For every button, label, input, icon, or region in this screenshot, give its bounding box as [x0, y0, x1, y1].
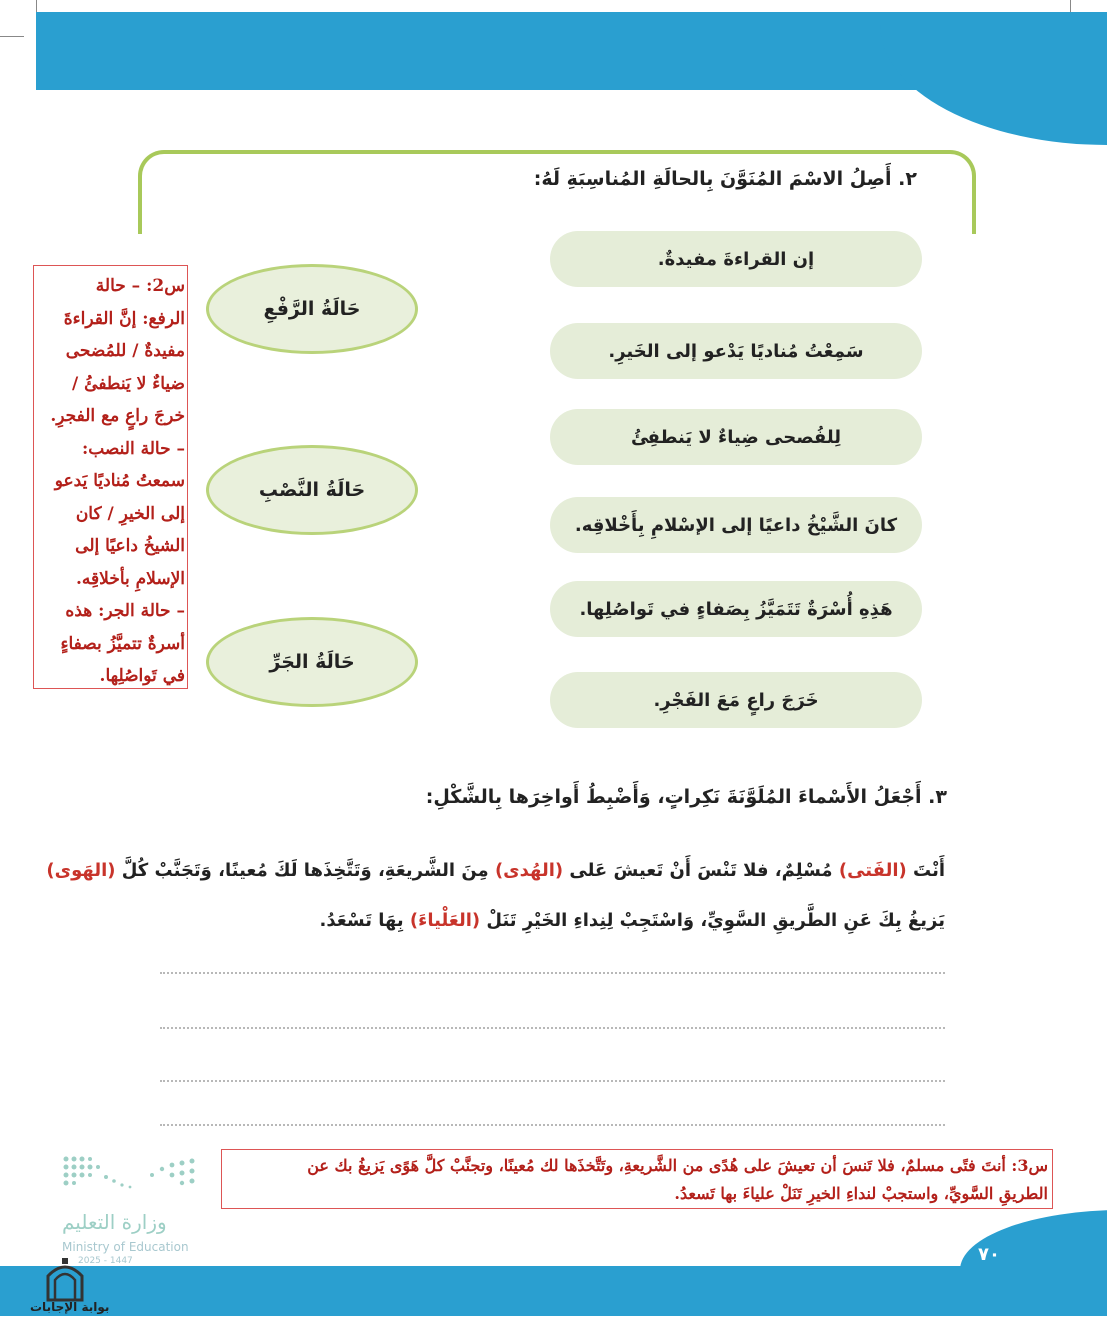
exercise-line-2	[150, 910, 945, 931]
answer-line: إلى الخيرِ / كان	[75, 503, 185, 524]
answer-line: مفيدةٌ / للمُضحى	[65, 341, 185, 361]
answer-line: – حالة النصب:	[81, 438, 185, 459]
case-nominative[interactable]: حَالَةُ الرَّفْعِ	[206, 264, 418, 354]
ministry-name-english: Ministry of Education	[62, 1240, 189, 1254]
crop-mark	[36, 0, 37, 12]
answer-line: الرفع: إنَّ القراءةَ	[63, 308, 185, 329]
answer-line-blank[interactable]	[160, 1080, 945, 1082]
answer-2-box	[33, 265, 188, 689]
case-genitive[interactable]: حَالَةُ الجَرِّ	[206, 617, 418, 707]
crop-mark	[1070, 0, 1071, 12]
page-footer-band	[0, 1266, 1107, 1316]
colored-noun: (الهَوى)	[46, 860, 116, 881]
answer-line: – حالة الجر: هذه	[65, 601, 185, 621]
answer-line: أسرةٌ تتميَّزُ بصفاءٍ	[60, 633, 185, 654]
site-name[interactable]: بوابة الإجابات	[30, 1300, 110, 1314]
colored-noun: (الفَتى)	[838, 860, 907, 881]
site-logo-icon[interactable]	[44, 1256, 86, 1302]
sentence-card[interactable]: سَمِعْتُ مُناديًا يَدْعو إلى الخَيرِ.	[550, 323, 922, 379]
text-run: مِنَ الشَّريعَةِ، وَتَتَّخِذَها لَكَ مُعينًا، وَتَجَنَّبْ كُلَّ	[115, 860, 495, 881]
answer-line: س2: – حالة	[95, 276, 185, 296]
sentence-card[interactable]: كانَ الشَّيْخُ داعيًا إلى الإسْلامِ بِأَخْلاقِه.	[550, 497, 922, 553]
crop-mark	[0, 36, 24, 37]
answer-3-box	[221, 1149, 1053, 1209]
answer-line: س3: أنتَ فتًى مسلمٌ، فلا تَنسَ أن تعيشَ على هُدًى من الشَّريعةِ، وتَتَّخذَها لك مُعينًا، وتجنَّبْ كلَّ هَوًى يَزيغُ بك عن	[307, 1156, 1048, 1175]
text-run: يَزيغُ بِكَ عَنِ الطَّريقِ السَّوِيِّ، وَاسْتَجِبْ لِنِداءِ الخَيْرِ تَنَلْ	[480, 910, 945, 931]
answer-line: في تَواصُلِها.	[99, 666, 185, 686]
text-run: مُسْلِمٌ، فلا تَنْسَ أَنْ تَعيشَ عَلى	[563, 860, 839, 881]
page-number: ٧٠	[978, 1244, 1000, 1265]
sentence-card[interactable]: هَذِهِ أُسْرَةٌ تَتَمَيَّزُ بِصَفاءٍ في تَواصُلِها.	[550, 581, 922, 637]
answer-line: الإسلامِ بأخلاقِه.	[76, 568, 185, 589]
sentence-card[interactable]: خَرَجَ راعٍ مَعَ الفَجْرِ.	[550, 672, 922, 728]
text-run: أَنْتَ	[906, 860, 945, 881]
colored-noun: (العَلْياءَ)	[409, 910, 481, 931]
question-frame	[138, 150, 976, 234]
answer-line: الشيخُ داعيًا إلى	[75, 536, 185, 556]
sentence-card[interactable]: إن القراءةَ مفيدةٌ.	[550, 231, 922, 287]
exercise-line-1	[46, 860, 945, 881]
answer-line: خرجَ راعٍ مع الفجرِ.	[50, 406, 185, 426]
page-header-curve	[880, 12, 1107, 145]
ministry-logo-dots-icon	[62, 1155, 198, 1199]
ministry-name-arabic: وزارة التعليم	[62, 1210, 167, 1234]
answer-line-blank[interactable]	[160, 1124, 945, 1126]
colored-noun: (الهُدى)	[494, 860, 564, 881]
case-accusative[interactable]: حَالَةُ النَّصْبِ	[206, 445, 418, 535]
question-2-title: ٢. أَصِلُ الاسْمَ المُنَوَّنَ بِالحالَةِ المُناسِبَةِ لَهُ:	[533, 168, 917, 190]
answer-line: الطريقِ السَّويِّ، واستجبْ لنداءِ الخيرِ تَنَلْ علياءَ بها تَسعدُ.	[674, 1184, 1048, 1203]
answer-line: ضياءٌ لا يَنطفئُ /	[72, 373, 185, 394]
question-3-title: ٣. أَجْعَلُ الأَسْماءَ المُلَوَّنَةَ نَكِراتٍ، وَأَضْبِطُ أَواخِرَها بِالشَّكْلِ:	[425, 786, 947, 808]
answer-line-blank[interactable]	[160, 1027, 945, 1029]
answer-line-blank[interactable]	[160, 972, 945, 974]
edition-year: 2025 - 1447	[78, 1256, 133, 1266]
answer-line: سمعتُ مُناديًا يَدعو	[54, 471, 185, 491]
sentence-card[interactable]: لِلفُصحى ضِياءٌ لا يَنطفِئُ	[550, 409, 922, 465]
text-run: بِهَا تَسْعَدُ.	[319, 910, 410, 931]
